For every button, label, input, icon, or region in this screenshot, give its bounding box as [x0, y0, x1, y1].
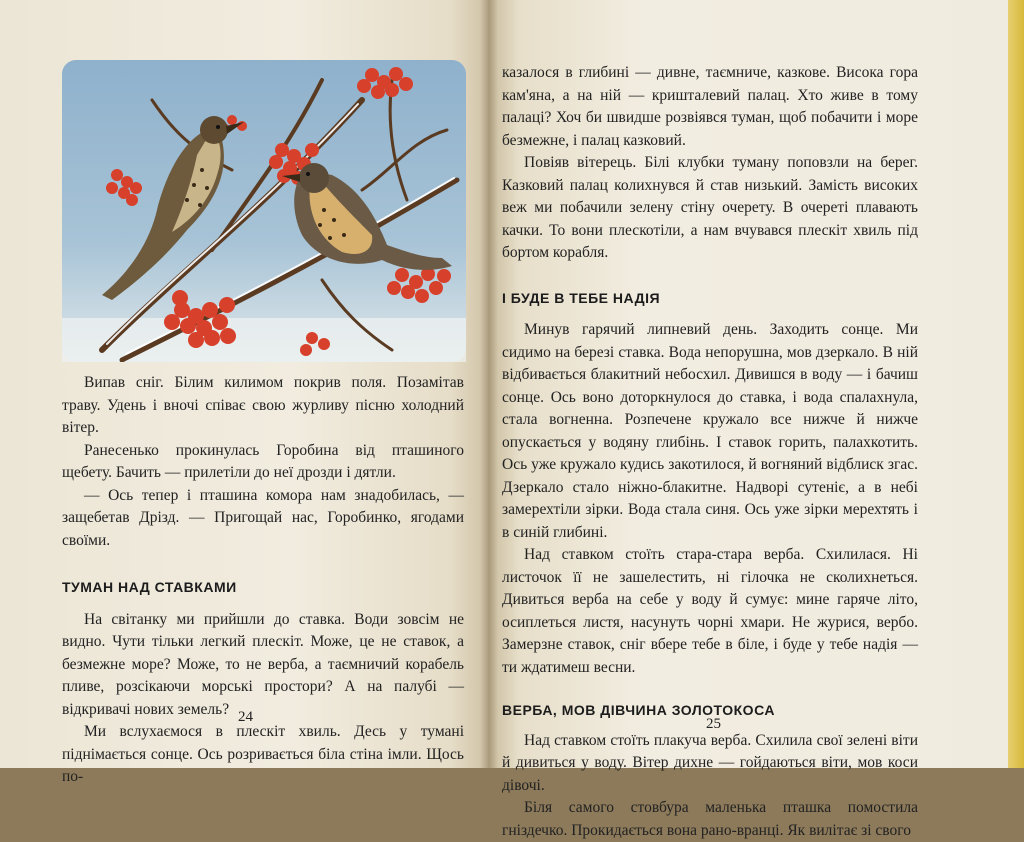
- page-number-right: 25: [706, 716, 721, 732]
- paragraph: Минув гарячий липневий день. Заходить сонце. Ми сидимо на березі ставка. Вода непорушна, мов дзеркало. В ній відбивається блакитний небосхил. Дивишся в воду — і бачиш сонце. Ось воно доторкнулося до ставка, і вода спалахнула, стала вогненна. Розпечене кружало все нижче й нижче опускається у водяну глибінь. І ставок горить, палахкотить. Ось уже кружало кудись закотилося, й вогняний відблиск згас. Дзеркало стало ніжно-блакитне. Надворі сутеніє, а в небі замерехтіли зірки. Вода стала синя. Ось уже зірки мерехтять і в синій глибині.: [502, 321, 918, 541]
- paragraph: Над ставком стоїть плакуча верба. Схилила свої зелені віти й дивиться у воду. Вітер дихне — гойдаються віти, мов коси дівочі.: [502, 731, 918, 794]
- paragraph: Біля самого стовбура маленька пташка помостила гніздечко. Прокидається вона рано-вранці. Як вилітає зі свого: [502, 799, 918, 839]
- book-edge: [1006, 0, 1024, 768]
- section-heading: І БУДЕ В ТЕБЕ НАДІЯ: [502, 289, 661, 306]
- page-number-left: 24: [238, 709, 253, 725]
- paragraph: Повіяв вітерець. Білі клубки туману поповзли на берег. Казковий палац колихнувся й став низький. Замість високих веж ми побачили зелену стіну очерету. В очереті плавають качки. То вони плескотіли, а нам вчувався плескіт хвиль під бортом корабля.: [502, 154, 918, 261]
- section-heading: ТУМАН НАД СТАВКАМИ: [62, 579, 237, 595]
- paragraph: Ранесенько прокинулась Горобина від пташиного щебету. Бачить — прилетіли до неї дрозди і дятли.: [62, 441, 464, 481]
- paragraph: Над ставком стоїть стара-стара верба. Схилилася. Ні листочок її не зашелестить, ні гілочка не сколихнеться. Дивиться верба на себе у воду й сумує: мине гаряче літо, осиплеться листя, насунуть чорні хмари. Не журися, вербо. Замерзне ставок, сніг вбере тебе в біле, і буде у тебе надія — ти ждатимеш весни.: [502, 546, 918, 676]
- paragraph: На світанку ми прийшли до ставка. Води зовсім не видно. Чути тільки легкий плескіт. Може, це не ставок, а безмежне море? Може, то не верба, а таємничий корабель пливе, розсікаючи морські простори? А на палубі — відкривачі нових земель?: [62, 610, 464, 718]
- left-page-text: [62, 372, 464, 789]
- paragraph: Ми вслухаємося в плескіт хвиль. Десь у тумані піднімається сонце. Ось розривається біла стіна імли. Щось по-: [62, 723, 464, 785]
- paragraph: — Ось тепер і пташина комора нам знадобилась, — защебетав Дрізд. — Пригощай нас, Горобинко, ягодами своїми.: [62, 486, 464, 549]
- birds-on-rowan-illustration: [62, 60, 466, 362]
- paragraph: казалося в глибині — дивне, таємниче, казкове. Висока гора кам'яна, а на ній — кришталевий палац. Хто живе в тому палаці? Хоч би швидше розвіявся туман, щоб побачити і море безмежне, і палац казковий.: [502, 64, 918, 149]
- book-gutter: [480, 0, 498, 768]
- section-heading: ВЕРБА, МОВ ДІВЧИНА ЗОЛОТОКОСА: [502, 702, 775, 718]
- paragraph: Випав сніг. Білим килимом покрив поля. Позамітав траву. Удень і вночі співає свою журливу пісню холодний вітер.: [62, 374, 464, 436]
